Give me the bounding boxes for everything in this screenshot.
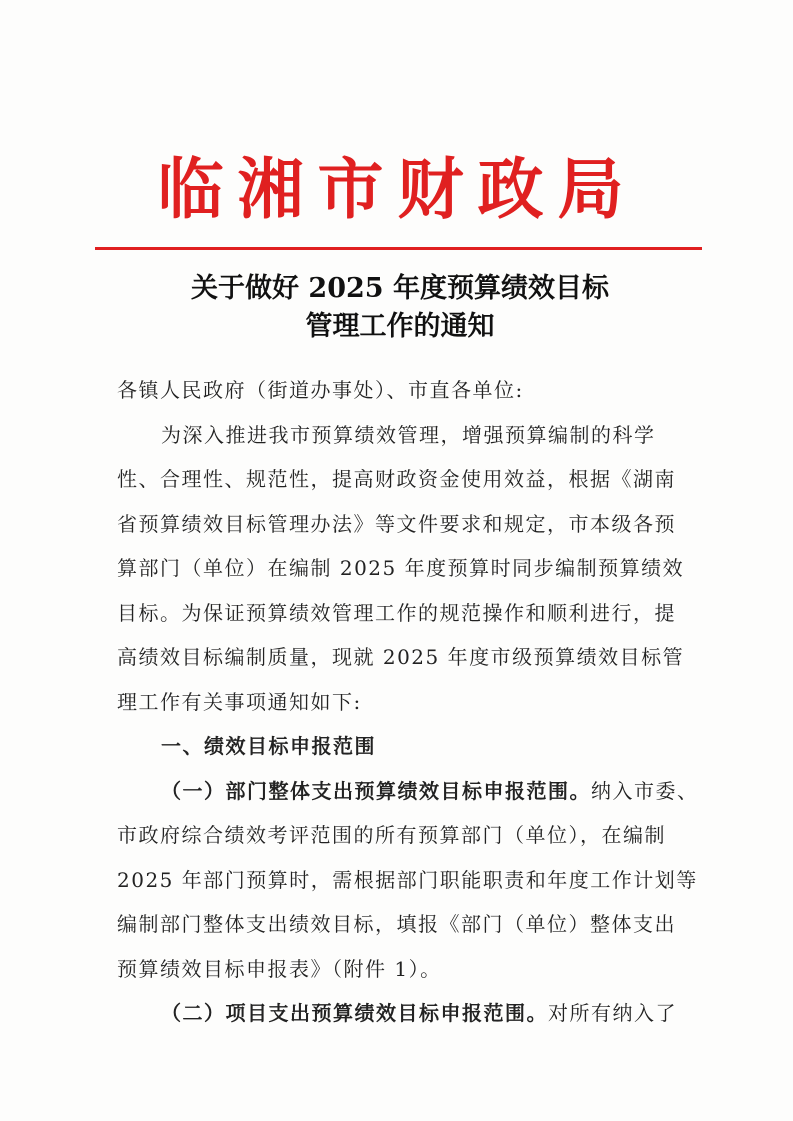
intro-line: 性、合理性、规范性，提高财政资金使用效益，根据《湖南 bbox=[117, 467, 676, 491]
addressee: 各镇人民政府（街道办事处）、市直各单位: bbox=[117, 378, 524, 402]
item1-heading: （一）部门整体支出预算绩效目标申报范围。 bbox=[161, 778, 591, 803]
intro-line: 高绩效目标编制质量，现就 2025 年度市级预算绩效目标管 bbox=[117, 645, 685, 669]
agency-header: 临湘市财政局 bbox=[157, 151, 638, 228]
intro-line: 省预算绩效目标管理办法》等文件要求和规定，市本级各预 bbox=[117, 511, 676, 536]
item1-first-rest: 纳入市委、 bbox=[591, 778, 699, 803]
item1-line: 预算绩效目标申报表》（附件 1）。 bbox=[117, 956, 442, 981]
document-body bbox=[117, 368, 699, 1036]
item2-first-rest: 对所有纳入了 bbox=[548, 1001, 677, 1025]
item1-first-line bbox=[117, 769, 699, 814]
item1-line: 编制部门整体支出绩效目标，填报《部门（单位）整体支出 bbox=[117, 912, 676, 936]
intro-line: 为深入推进我市预算绩效管理，增强预算编制的科学 bbox=[161, 422, 656, 447]
intro-line: 目标。为保证预算绩效管理工作的规范操作和顺利进行，提 bbox=[117, 600, 676, 625]
item1-line: 2025 年部门预算时，需根据部门职能职责和年度工作计划等 bbox=[117, 867, 698, 892]
red-divider-line bbox=[95, 247, 702, 250]
item2-heading: （二）项目支出预算绩效目标申报范围。 bbox=[161, 1001, 548, 1025]
document-title-line-1: 关于做好 2025 年度预算绩效目标 bbox=[191, 273, 609, 304]
item2-first-line bbox=[117, 991, 682, 1036]
intro-line: 算部门（单位）在编制 2025 年度预算时同步编制预算绩效 bbox=[117, 556, 685, 580]
document-title bbox=[100, 270, 700, 346]
section-heading: 一、绩效目标申报范围 bbox=[161, 734, 376, 758]
item1-line: 市政府综合绩效考评范围的所有预算部门（单位），在编制 bbox=[117, 823, 666, 847]
intro-line: 理工作有关事项通知如下: bbox=[117, 689, 362, 714]
document-title-line-2: 管理工作的通知 bbox=[305, 311, 495, 342]
